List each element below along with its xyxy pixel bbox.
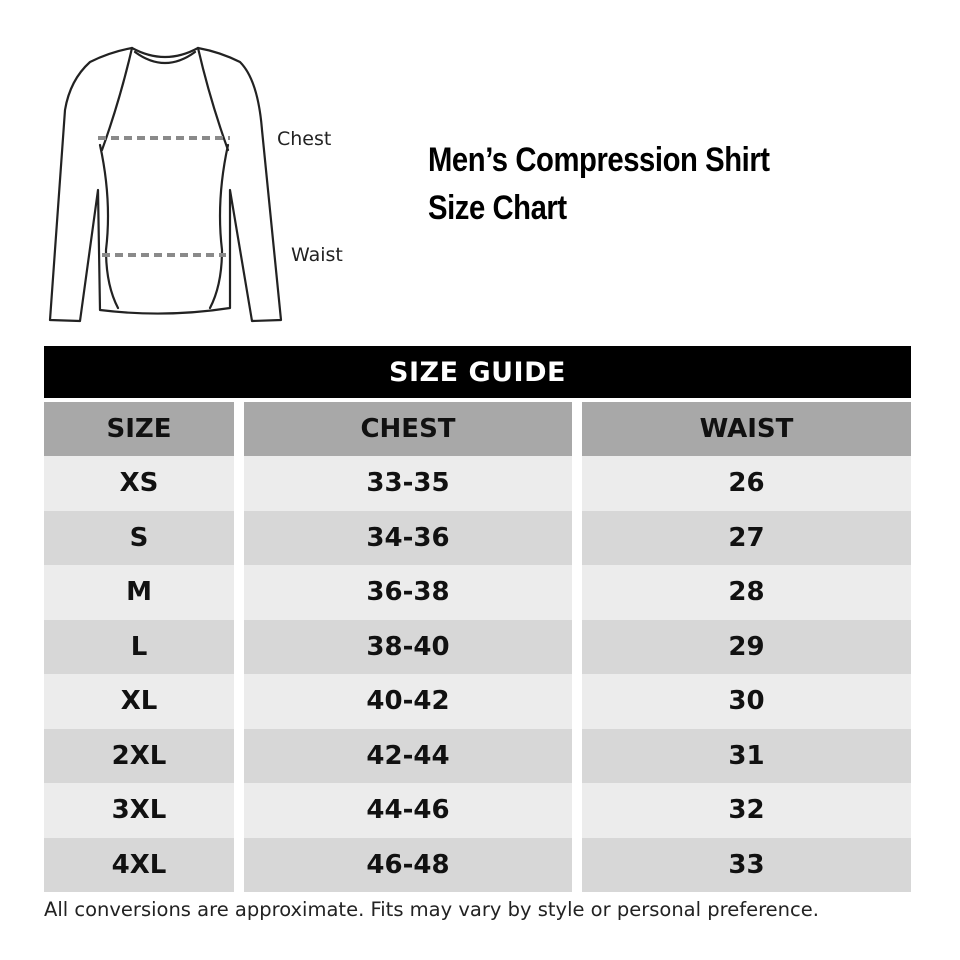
table-row: [44, 511, 911, 566]
waist-cell: 33: [582, 838, 911, 893]
shirt-diagram: [40, 40, 360, 330]
waist-cell: 26: [582, 456, 911, 511]
chest-cell: 42-44: [244, 729, 572, 784]
size-cell: S: [44, 511, 234, 566]
chest-cell: 34-36: [244, 511, 572, 566]
chest-cell: 33-35: [244, 456, 572, 511]
column-header-waist: WAIST: [582, 402, 911, 456]
column-header-chest: CHEST: [244, 402, 572, 456]
title-line-1: Men’s Compression Shirt: [428, 141, 770, 179]
chest-cell: 40-42: [244, 674, 572, 729]
table-row: [44, 565, 911, 620]
waist-cell: 28: [582, 565, 911, 620]
chest-cell: 44-46: [244, 783, 572, 838]
size-cell: XS: [44, 456, 234, 511]
shirt-outline-icon: [40, 40, 360, 330]
waist-cell: 30: [582, 674, 911, 729]
table-body: [44, 456, 911, 892]
size-cell: 3XL: [44, 783, 234, 838]
waist-cell: 29: [582, 620, 911, 675]
chest-cell: 36-38: [244, 565, 572, 620]
chest-cell: 38-40: [244, 620, 572, 675]
table-row: [44, 838, 911, 893]
waist-label: Waist: [291, 244, 343, 266]
waist-cell: 31: [582, 729, 911, 784]
table-row: [44, 620, 911, 675]
size-cell: M: [44, 565, 234, 620]
chest-cell: 46-48: [244, 838, 572, 893]
size-guide-table: [44, 346, 911, 892]
column-header-row: [44, 402, 911, 456]
size-cell: 2XL: [44, 729, 234, 784]
size-guide-header: SIZE GUIDE: [44, 346, 911, 398]
size-cell: XL: [44, 674, 234, 729]
table-row: [44, 674, 911, 729]
waist-cell: 27: [582, 511, 911, 566]
table-row: [44, 729, 911, 784]
table-row: [44, 456, 911, 511]
size-cell: L: [44, 620, 234, 675]
waist-cell: 32: [582, 783, 911, 838]
column-header-size: SIZE: [44, 402, 234, 456]
title-line-2: Size Chart: [428, 189, 567, 227]
page-title: [428, 136, 770, 232]
chest-label: Chest: [277, 128, 332, 150]
size-cell: 4XL: [44, 838, 234, 893]
table-row: [44, 783, 911, 838]
footnote: All conversions are approximate. Fits may vary by style or personal preference.: [44, 898, 819, 921]
